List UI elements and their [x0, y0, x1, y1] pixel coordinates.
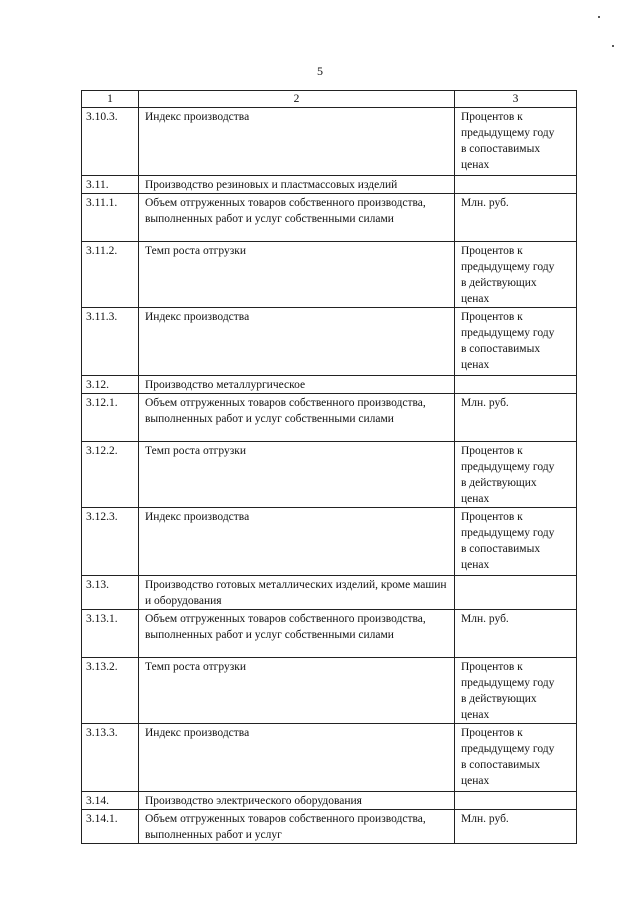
unit-line: в действующих — [461, 693, 537, 705]
table-header-row — [82, 91, 577, 108]
row-unit — [455, 442, 577, 508]
table-row — [82, 810, 577, 844]
unit-line: ценах — [461, 293, 490, 305]
unit-line: предыдущему году — [461, 327, 555, 339]
row-code: 3.12. — [82, 376, 139, 394]
indicator-table — [81, 90, 577, 844]
unit-line: предыдущему году — [461, 743, 555, 755]
row-indicator-name: Индекс производства — [139, 508, 455, 576]
unit-line: ценах — [461, 359, 490, 371]
scan-speck — [612, 45, 614, 47]
row-indicator-name: Производство готовых металлических изделий, кроме машин и оборудования — [139, 576, 455, 610]
row-indicator-name: Производство электрического оборудования — [139, 792, 455, 810]
row-indicator-name: Индекс производства — [139, 724, 455, 792]
row-unit — [455, 810, 577, 844]
row-code: 3.12.2. — [82, 442, 139, 508]
unit-line: в сопоставимых — [461, 343, 541, 355]
table-row — [82, 724, 577, 792]
header-cell-2: 2 — [139, 91, 455, 108]
row-unit — [455, 194, 577, 242]
unit-line: Процентов к — [461, 445, 523, 457]
table-row — [82, 108, 577, 176]
row-unit — [455, 108, 577, 176]
row-indicator-name: Производство резиновых и пластмассовых изделий — [139, 176, 455, 194]
table-row — [82, 658, 577, 724]
unit-line: в действующих — [461, 277, 537, 289]
row-unit — [455, 176, 577, 194]
table-row — [82, 442, 577, 508]
row-unit — [455, 376, 577, 394]
unit-line: Процентов к — [461, 111, 523, 123]
table-row — [82, 394, 577, 442]
row-unit — [455, 610, 577, 658]
table-row — [82, 792, 577, 810]
table-row — [82, 242, 577, 308]
row-code: 3.11.3. — [82, 308, 139, 376]
unit-line: Млн. руб. — [461, 813, 509, 825]
table-row — [82, 308, 577, 376]
scan-speck — [598, 16, 600, 18]
row-unit — [455, 658, 577, 724]
unit-line: в сопоставимых — [461, 543, 541, 555]
row-indicator-name: Объем отгруженных товаров собственного производства, выполненных работ и услуг собственными силами — [139, 194, 455, 242]
row-unit — [455, 724, 577, 792]
row-indicator-name: Объем отгруженных товаров собственного производства, выполненных работ и услуг — [139, 810, 455, 844]
row-indicator-name: Объем отгруженных товаров собственного производства, выполненных работ и услуг собственными силами — [139, 610, 455, 658]
unit-line: Процентов к — [461, 245, 523, 257]
row-unit — [455, 792, 577, 810]
unit-line: предыдущему году — [461, 261, 555, 273]
unit-line: предыдущему году — [461, 127, 555, 139]
table-row — [82, 194, 577, 242]
unit-line: ценах — [461, 775, 490, 787]
row-code: 3.13.2. — [82, 658, 139, 724]
unit-line: ценах — [461, 159, 490, 171]
row-indicator-name: Темп роста отгрузки — [139, 442, 455, 508]
unit-line: предыдущему году — [461, 461, 555, 473]
unit-line: Млн. руб. — [461, 397, 509, 409]
row-code: 3.12.1. — [82, 394, 139, 442]
table-row — [82, 376, 577, 394]
row-indicator-name: Объем отгруженных товаров собственного производства, выполненных работ и услуг собственными силами — [139, 394, 455, 442]
unit-line: ценах — [461, 493, 490, 505]
row-indicator-name: Темп роста отгрузки — [139, 658, 455, 724]
unit-line: Млн. руб. — [461, 197, 509, 209]
unit-line: в сопоставимых — [461, 759, 541, 771]
table-row — [82, 610, 577, 658]
unit-line: предыдущему году — [461, 677, 555, 689]
row-unit — [455, 394, 577, 442]
unit-line: Млн. руб. — [461, 613, 509, 625]
header-cell-1: 1 — [82, 91, 139, 108]
row-code: 3.13.3. — [82, 724, 139, 792]
row-indicator-name: Индекс производства — [139, 308, 455, 376]
row-unit — [455, 308, 577, 376]
row-indicator-name: Производство металлургическое — [139, 376, 455, 394]
unit-line: ценах — [461, 709, 490, 721]
table-row — [82, 176, 577, 194]
row-code: 3.12.3. — [82, 508, 139, 576]
row-indicator-name: Индекс производства — [139, 108, 455, 176]
header-cell-3: 3 — [455, 91, 577, 108]
unit-line: в действующих — [461, 477, 537, 489]
row-unit — [455, 242, 577, 308]
row-code: 3.11.1. — [82, 194, 139, 242]
row-code: 3.13.1. — [82, 610, 139, 658]
unit-line: в сопоставимых — [461, 143, 541, 155]
unit-line: Процентов к — [461, 311, 523, 323]
row-code: 3.10.3. — [82, 108, 139, 176]
row-code: 3.14.1. — [82, 810, 139, 844]
table-row — [82, 508, 577, 576]
table-row — [82, 576, 577, 610]
unit-line: Процентов к — [461, 511, 523, 523]
row-unit — [455, 576, 577, 610]
unit-line: Процентов к — [461, 727, 523, 739]
row-code: 3.11. — [82, 176, 139, 194]
page-number: 5 — [317, 64, 323, 78]
row-indicator-name: Темп роста отгрузки — [139, 242, 455, 308]
row-code: 3.14. — [82, 792, 139, 810]
row-unit — [455, 508, 577, 576]
unit-line: Процентов к — [461, 661, 523, 673]
row-code: 3.11.2. — [82, 242, 139, 308]
row-code: 3.13. — [82, 576, 139, 610]
unit-line: предыдущему году — [461, 527, 555, 539]
unit-line: ценах — [461, 559, 490, 571]
